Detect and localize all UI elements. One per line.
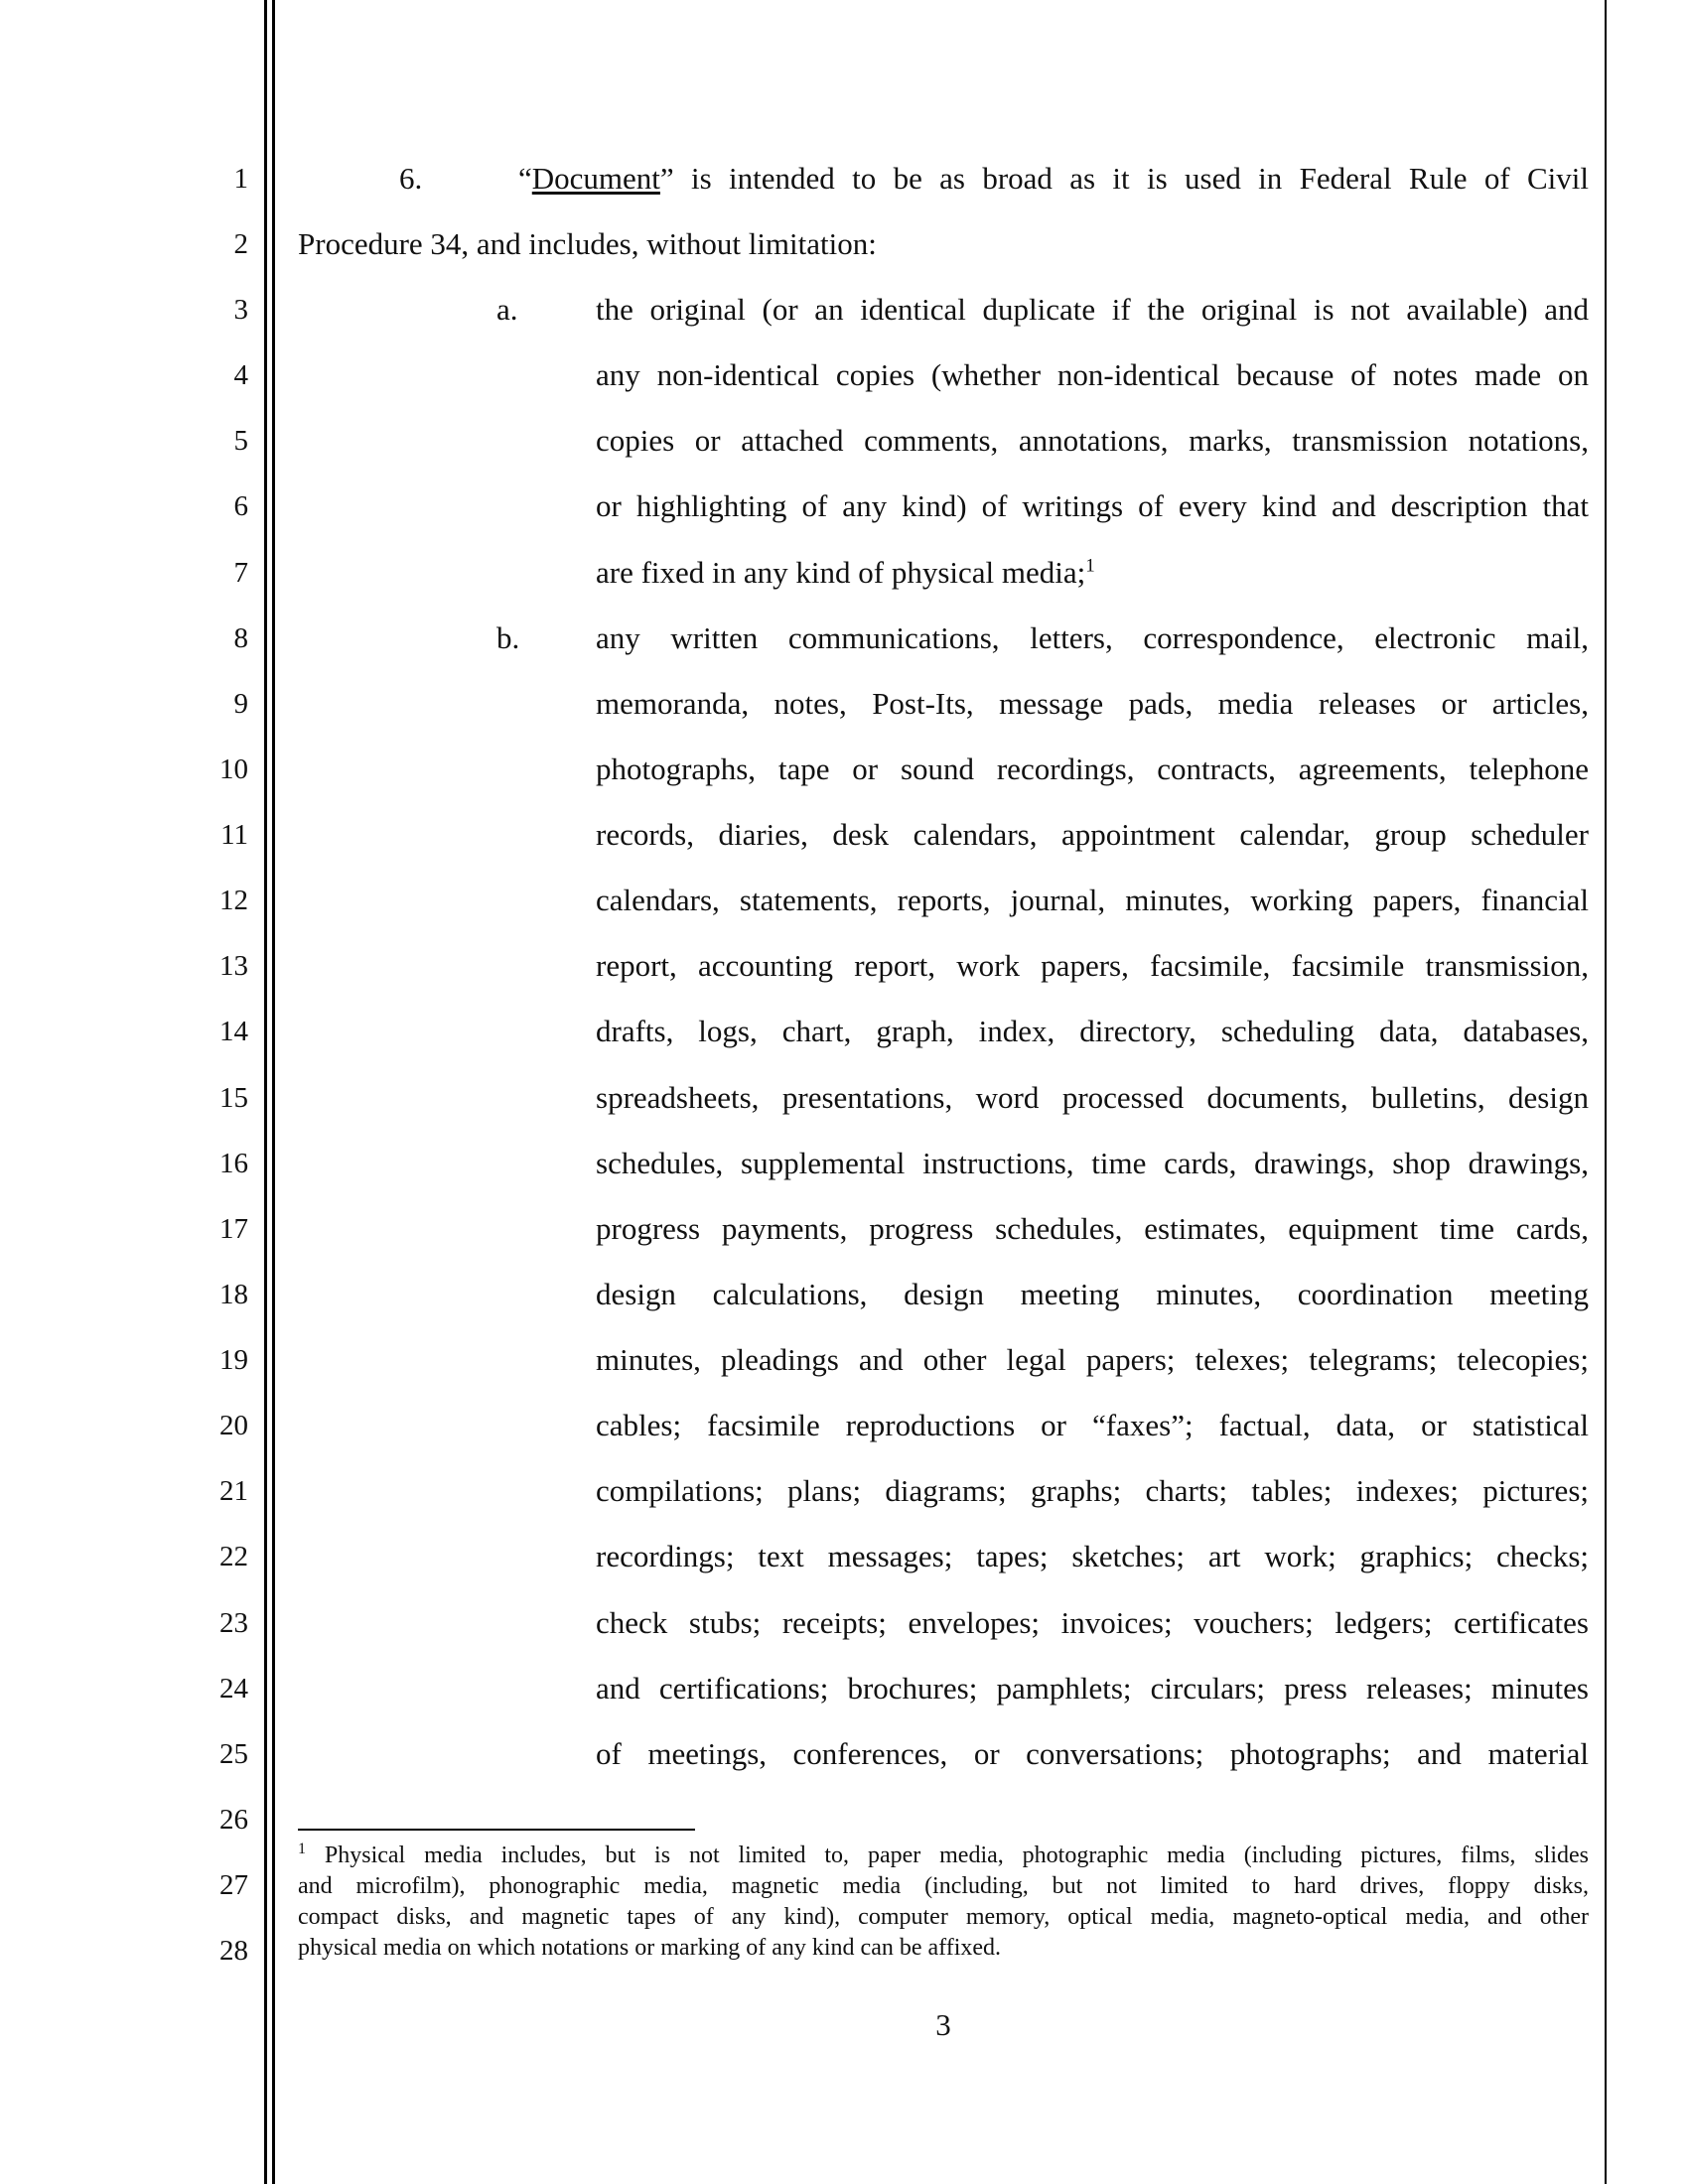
item-b-line: compilations; plans; diagrams; graphs; charts; tables; indexes; pictures; (596, 1473, 1589, 1508)
line-number: 10 (219, 753, 248, 785)
line-number: 8 (233, 622, 248, 654)
line-number: 4 (233, 359, 248, 391)
line-number: 14 (219, 1016, 248, 1047)
line-number: 23 (219, 1607, 248, 1639)
item-b-line: design calculations, design meeting minutes, coordination meeting (596, 1277, 1589, 1311)
line-number: 27 (219, 1869, 248, 1901)
paragraph-second-line: Procedure 34, and includes, without limitation: (298, 226, 877, 261)
line-number: 1 (233, 163, 248, 195)
line-number: 15 (219, 1082, 248, 1114)
item-b-line: any written communications, letters, correspondence, electronic mail, (596, 620, 1589, 655)
footnote-marker: 1 (298, 1841, 306, 1857)
line-number: 21 (219, 1475, 248, 1507)
line-number: 22 (219, 1541, 248, 1572)
item-a-line: or highlighting of any kind) of writings of every kind and description that (596, 488, 1589, 523)
line-number: 28 (219, 1935, 248, 1967)
footnote-last-line: physical media on which notations or marking of any kind can be affixed. (298, 1935, 1002, 1961)
left-margin-rule-outer (264, 0, 267, 2184)
line-number: 13 (219, 950, 248, 982)
footnote-line: compact disks, and magnetic tapes of any kind), computer memory, optical media, magneto-optical media, and other (298, 1904, 1589, 1930)
line-number: 6 (233, 490, 248, 522)
footnote-reference[interactable]: 1 (1085, 555, 1095, 577)
line-number: 18 (219, 1279, 248, 1310)
paragraph-first-line-text: ” is intended to be as broad as it is used in Federal Rule of Civil (659, 161, 1589, 196)
item-a-last-line (596, 553, 1589, 593)
item-a-line: the original (or an identical duplicate if the original is not available) and (596, 292, 1589, 327)
item-b-line: minutes, pleadings and other legal papers; telexes; telegrams; telecopies; (596, 1342, 1589, 1377)
line-number: 17 (219, 1213, 248, 1245)
item-a-line: copies or attached comments, annotations, marks, transmission notations, (596, 423, 1589, 458)
item-a-letter: a. (496, 292, 518, 327)
item-b-line: photographs, tape or sound recordings, contracts, agreements, telephone (596, 751, 1589, 786)
item-b-line: memoranda, notes, Post-Its, message pads, media releases or articles, (596, 686, 1589, 721)
open-quote: “ (518, 161, 532, 196)
item-b-line: spreadsheets, presentations, word processed documents, bulletins, design (596, 1080, 1589, 1115)
line-number: 9 (233, 688, 248, 720)
line-number: 24 (219, 1673, 248, 1705)
line-number: 5 (233, 425, 248, 457)
footnote-first-line-text: Physical media includes, but is not limited to, paper media, photographic media (including pictures, films, slides (306, 1843, 1589, 1868)
line-number: 7 (233, 557, 248, 589)
footnote-line (298, 1841, 1589, 1871)
item-b-line: calendars, statements, reports, journal, minutes, working papers, financial (596, 883, 1589, 917)
item-b-line: and certifications; brochures; pamphlets; circulars; press releases; minutes (596, 1671, 1589, 1706)
right-margin-rule (1605, 0, 1607, 2184)
paragraph-number: 6. (399, 161, 423, 196)
footnote-line: and microfilm), phonographic media, magnetic media (including, but not limited to hard drives, floppy disks, (298, 1873, 1589, 1899)
item-b-line: schedules, supplemental instructions, time cards, drawings, shop drawings, (596, 1146, 1589, 1180)
line-number: 25 (219, 1738, 248, 1770)
footnote-separator (298, 1829, 695, 1831)
paragraph-first-line (518, 159, 1589, 199)
defined-term: Document (531, 161, 660, 196)
item-b-line: records, diaries, desk calendars, appointment calendar, group scheduler (596, 817, 1589, 852)
item-a-line: any non-identical copies (whether non-identical because of notes made on (596, 357, 1589, 392)
page-number: 3 (935, 2007, 951, 2042)
item-b-line: cables; facsimile reproductions or “faxes”; factual, data, or statistical (596, 1408, 1589, 1442)
item-b-line: progress payments, progress schedules, estimates, equipment time cards, (596, 1211, 1589, 1246)
item-b-line: report, accounting report, work papers, facsimile, facsimile transmission, (596, 948, 1589, 983)
item-a-last-line-text: are fixed in any kind of physical media; (596, 555, 1086, 590)
item-b-letter: b. (496, 620, 520, 655)
line-number: 16 (219, 1148, 248, 1179)
line-number: 19 (219, 1344, 248, 1376)
item-b-line: of meetings, conferences, or conversations; photographs; and material (596, 1736, 1589, 1771)
line-number: 2 (233, 228, 248, 260)
left-margin-rule-inner (272, 0, 275, 2184)
item-b-line: recordings; text messages; tapes; sketches; art work; graphics; checks; (596, 1539, 1589, 1573)
line-number: 20 (219, 1410, 248, 1441)
line-number: 3 (233, 294, 248, 326)
item-b-line: check stubs; receipts; envelopes; invoices; vouchers; ledgers; certificates (596, 1605, 1589, 1640)
line-number: 11 (220, 819, 248, 851)
line-number: 26 (219, 1804, 248, 1836)
item-b-line: drafts, logs, chart, graph, index, directory, scheduling data, databases, (596, 1014, 1589, 1048)
line-number: 12 (219, 885, 248, 916)
